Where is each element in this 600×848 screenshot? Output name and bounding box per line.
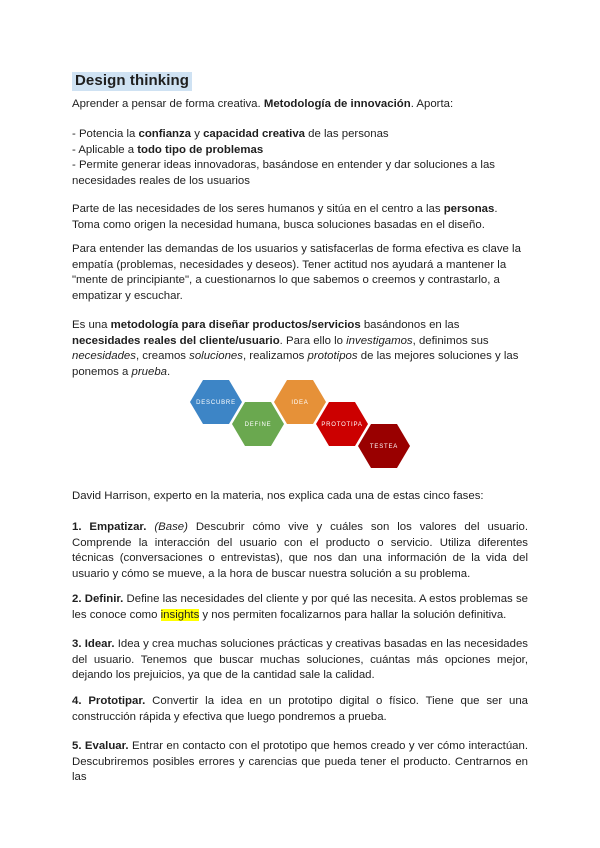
- bullet-2-bold: todo tipo de problemas: [137, 143, 264, 156]
- bullet-list: [72, 127, 528, 189]
- phase-2-text: Define las necesidades del cliente y por qué las necesita. A estos problemas se les conoce como: [72, 593, 528, 621]
- phase-1-text: Descubrir cómo vive y cuáles son los valores del usuario. Comprende la interacción del usuario con el producto o servicio. Utiliza diferentes técnicas (conversaciones o entrevistas), que nos dan una información de la vida del usuario y cómo se mueve, a la hora de buscar nuestra solución a su problema.: [72, 521, 528, 580]
- hex-descubre: [190, 380, 242, 424]
- intro-paragraph: [72, 97, 528, 113]
- hex-idea-label: IDEA: [291, 400, 309, 406]
- phase-1-title: 1. Empatizar.: [72, 521, 147, 533]
- paragraph-harrison: David Harrison, experto en la materia, nos explica cada una de estas cinco fases:: [72, 490, 484, 502]
- para3-t4: , definimos sus: [412, 334, 489, 347]
- para3-t5: , creamos: [135, 350, 190, 363]
- bullet-2-text: - Aplicable a: [72, 143, 138, 156]
- para3-t6: , realizamos: [242, 350, 308, 363]
- para3-t7: de las mejores soluciones y las ponemos a: [72, 350, 519, 378]
- paragraph-metodologia: [72, 318, 528, 380]
- insights-highlight: insights: [160, 608, 200, 621]
- bullet-1-end: de las personas: [305, 128, 389, 140]
- hex-testea-label: TESTEA: [369, 444, 399, 450]
- design-thinking-diagram: [190, 378, 412, 476]
- para1-text-end: . Toma como origen la necesidad humana, busca soluciones basadas en el diseño.: [72, 203, 498, 231]
- page-title: Design thinking: [72, 72, 192, 91]
- phase-1-empatizar: [72, 520, 528, 582]
- para1-bold: personas: [443, 203, 495, 215]
- para3-i5: prueba: [131, 365, 167, 378]
- intro-text-end: . Aporta:: [410, 98, 454, 110]
- hex-define-label: DEFINE: [244, 422, 272, 428]
- phase-5-text: Entrar en contacto con el prototipo que hemos creado y ver cómo interactúan. Descubriremos posibles errores y carencias que pueda tener el producto. Centrarnos en las: [72, 740, 528, 784]
- bullet-1-mid: y: [191, 128, 204, 140]
- phase-4-prototipar: [72, 694, 528, 725]
- phase-4-title: 4. Prototipar.: [72, 695, 146, 707]
- para3-i4: prototipos: [307, 350, 358, 363]
- para1-text: Parte de las necesidades de los seres humanos y sitúa en el centro a las: [72, 203, 444, 215]
- phase-1-base: (Base): [154, 521, 188, 533]
- hex-prototipa: [316, 402, 368, 446]
- bullet-1-text: - Potencia la: [72, 128, 139, 140]
- intro-bold: Metodología de innovación: [263, 98, 411, 110]
- phase-5-title: 5. Evaluar.: [72, 740, 129, 752]
- para3-t8: .: [167, 365, 171, 378]
- para3-i1: investigamos: [346, 334, 413, 347]
- phase-2-title: 2. Definir.: [72, 593, 124, 605]
- paragraph-empatia: Para entender las demandas de los usuarios y satisfacerlas de forma efectiva es clave la empatía (problemas, necesidades y deseos). Tener actitud nos ayudará a mantener la "mente de principiante", a cuestionarnos lo que sabemos o creemos y contrastarlo, a empatizar y escuchar.: [72, 243, 521, 302]
- para3-t2: basándonos en las: [360, 319, 460, 331]
- phase-3-text: Idea y crea muchas soluciones prácticas y creativas basadas en las necesidades del usuario. Tenemos que buscar muchas soluciones, cuántas más opciones mejor, dejando los prejuicios, ya que de la cantidad sale la calidad.: [72, 638, 528, 682]
- phase-3-idear: [72, 637, 528, 684]
- phase-5-evaluar: [72, 739, 528, 786]
- intro-text: Aprender a pensar de forma creativa.: [72, 98, 264, 110]
- hex-prototipa-label: PROTOTIPA: [321, 422, 363, 428]
- hex-descubre-label: DESCUBRE: [196, 400, 236, 406]
- para3-t1: Es una: [72, 319, 111, 331]
- para3-t3: . Para ello lo: [279, 334, 347, 347]
- paragraph-personas: [72, 202, 528, 233]
- phase-2-text-end: y nos permiten focalizarnos para hallar la solución definitiva.: [199, 608, 507, 621]
- para3-i2: necesidades: [72, 350, 136, 363]
- phase-4-text: Convertir la idea en un prototipo digital o físico. Tiene que ser una construcción rápida y efectiva que luego pondremos a prueba.: [72, 695, 528, 723]
- hex-idea: [274, 380, 326, 424]
- hex-define: [232, 402, 284, 446]
- para3-b1: metodología para diseñar productos/servicios: [110, 319, 361, 331]
- para3-i3: soluciones: [189, 350, 243, 363]
- hexagon-diagram: [190, 378, 412, 476]
- hex-testea: [358, 424, 410, 468]
- para3-b2: necesidades reales del cliente/usuario: [72, 334, 280, 347]
- bullet-1-bold-1: confianza: [138, 128, 192, 140]
- phase-2-definir: [72, 592, 528, 623]
- bullet-3-text: - Permite generar ideas innovadoras, basándose en entender y dar soluciones a las necesidades reales de los usuarios: [72, 159, 495, 187]
- phase-3-title: 3. Idear.: [72, 638, 115, 650]
- bullet-1-bold-2: capacidad creativa: [203, 128, 306, 140]
